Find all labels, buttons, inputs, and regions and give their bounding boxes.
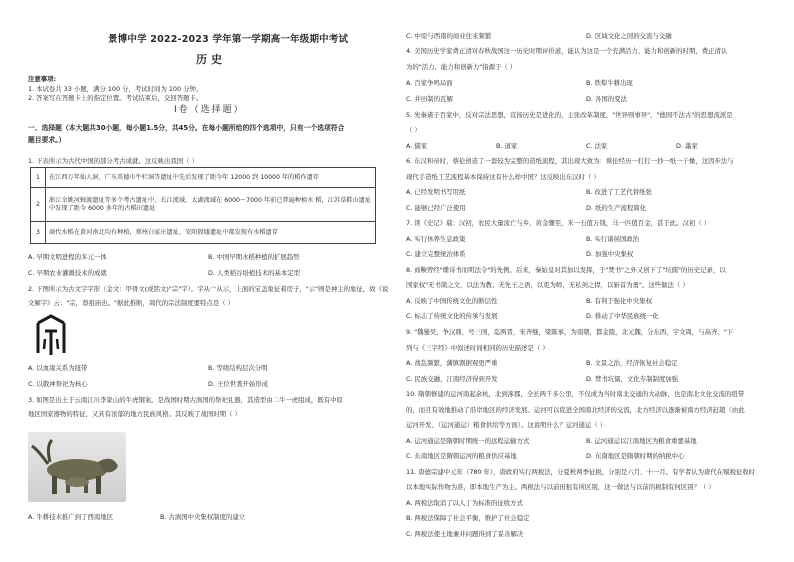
question-10-stem-cont: 运河开发、（运河通运）粮食供给等方面）。这说明什么？运河通运（ ） bbox=[406, 421, 607, 429]
question-9-stem: 9. "魏蜀吴，争汉鼎，号三国，迄两晋，宋齐继，梁陈承，为南朝，都金陵，北元魏，分东西，宇文周，与高齐。"下 bbox=[406, 328, 734, 336]
question-10-stem-cont: 的，而且有效地推动了沿岸地区的经济发展。运河可以促进全国南北经济的交流，北方经济以逐渐被南方经济赶超（由此 bbox=[406, 406, 745, 414]
option: A. 早期文明进程的多元一体 bbox=[28, 253, 107, 261]
table-cell: 2 bbox=[31, 188, 46, 222]
ancient-character-illustration bbox=[34, 313, 68, 359]
option: B. 中国早期水稻种植的扩展趋势 bbox=[208, 253, 300, 261]
table-cell: 3 bbox=[31, 222, 46, 244]
option: D. 加强中央集权 bbox=[586, 250, 634, 258]
table-cell-line: 浙江余姚河姆渡遗址等多个考古遗址中，长江流域、太湖流域在 6000～7000 年前已普遍种植水 稻，江苏草鞋山遗址 bbox=[49, 196, 372, 204]
question-1-stem: 1. 下表所示为古代中国的部分考古成就。这反映出我国（ ） bbox=[28, 157, 198, 165]
option: D. 推动了中华民族统一化 bbox=[586, 312, 659, 320]
section-one-instructions-cont: 题目要求。） bbox=[28, 136, 66, 144]
subject-title: 历史 bbox=[196, 53, 226, 66]
part-one-heading: Ⅰ卷（选择题） bbox=[174, 105, 245, 115]
table-cell: 在江西万年仙人洞、广东英德市牛栏洞等遗址中先后发现了距今年 12000 到 10000 年的稻作遗存 bbox=[46, 168, 376, 188]
option: B. 古滇国中央集权制度的建立 bbox=[160, 513, 246, 521]
question-3-stem-cont: 地区国家器物的特征，又具有浓郁的地方民族风格。其反映了战国时期（ ） bbox=[28, 410, 241, 418]
question-4-stem: 4. 美国历史学家费正清对春秋战国这一历史时期评价道，能认为这是一个充满活力、能力和创新的时期，费正清认 bbox=[406, 47, 728, 55]
option: A. 儒家 bbox=[406, 142, 428, 150]
option: A. 两税法取消了以人丁为标准的征收方式 bbox=[406, 499, 523, 507]
question-10-stem: 10. 隋朝修建的运河南起余杭，北到涿郡，全长两千多公里，不仅成为当时南北交通的大动脉，也是南北文化交流的纽带 bbox=[406, 390, 745, 398]
question-7-stem: 7. 读《史记》载：汉初，农民大量流亡与乡，黄金骤至，米一石值万钱，马一匹值百金，甚于此。汉初（ ） bbox=[406, 219, 711, 227]
option: C. 能够已经广泛使用 bbox=[406, 204, 466, 212]
option: A. 已经发明书写用纸 bbox=[406, 188, 466, 196]
table-cell: 商代水稻在黄河南北均有种植，郑州白家庄遗址、安阳殷墟遗址中都发现有水稻遗存 bbox=[46, 222, 376, 244]
option: D. 纸的生产流程简化 bbox=[586, 204, 647, 212]
note-item: 1. 本试卷共 33 小题，满分 100 分，考试时间为 100 分钟。 bbox=[28, 85, 203, 93]
question-11-stem-cont: 以本地实际作物为准，即本地生产为主。两税法与以前田租有所区别，这一做法与以前的税制有何区别？（ ） bbox=[406, 483, 715, 491]
option: B. 文景之治，经济恢复社会稳定 bbox=[586, 359, 678, 367]
option: C. 东南地区是隋朝运河的粮食供应基地 bbox=[406, 452, 517, 460]
option: B. 等级结构层次分明 bbox=[208, 364, 268, 372]
question-6-stem: 6. 东汉和帝时，蔡伦创造了一套较为完整的造纸流程，其出现大致为：蔡伦经历一打打一抄一纸一干燥，这因步法与 bbox=[406, 157, 734, 165]
option: C. 两税法使土地兼并问题得到了妥善解决 bbox=[406, 530, 524, 538]
option: C. 中原与西南的商业往来频繁 bbox=[406, 32, 492, 40]
option: B. 道家 bbox=[496, 142, 518, 150]
table-row bbox=[31, 168, 376, 188]
option: D. 各国的变法 bbox=[586, 95, 627, 103]
section-one-instructions: 一、选择题（本大题共30小题，每小题1.5分，共45分。在每小题所给的四个选项中，只有一个选项符合 bbox=[28, 124, 345, 132]
option: B. 两税法保障了社会平衡，维护了社会稳定 bbox=[406, 514, 530, 522]
bronze-artifact-icon bbox=[28, 432, 126, 502]
table-cell-line: 中发现了距今 6000 多年的古稻田遗址 bbox=[49, 204, 156, 212]
option: B. 有利于强化中央集权 bbox=[586, 297, 652, 305]
question-3-stem: 3. 如图是出土于云南江川李家山的牛虎铜案。是战国时期古滇国的祭祀礼器，其造型由二牛一虎组成，既有中原 bbox=[28, 396, 343, 404]
option: B. 运河通运以江南地区为粮食重要基地 bbox=[586, 437, 697, 445]
option: B. 改进了工艺代替纸张 bbox=[586, 188, 652, 196]
exam-title: 景博中学 2022-2023 学年第一学期高一年级期中考试 bbox=[108, 34, 349, 45]
table-cell: 1 bbox=[31, 168, 46, 188]
question-5-stem-cont: （ ） bbox=[406, 126, 421, 134]
option: B. 铁犁牛耕出现 bbox=[586, 79, 633, 87]
question-8-stem-cont: 国家权"无书简之文，以法为教；无先王之语，以吏为师，无私剑之捍，以斩首为勇"。这些做法（ ） bbox=[406, 281, 689, 289]
option: C. 井田制的瓦解 bbox=[406, 95, 453, 103]
option: A. 反映了中国传统文化的断层性 bbox=[406, 297, 498, 305]
option: A. 牛耕技术推广到了西南地区 bbox=[28, 513, 114, 521]
option: C. 建立完整统治体系 bbox=[406, 250, 466, 258]
option: C. 法家 bbox=[586, 142, 608, 150]
option: D. 焚书坑儒，文化专制制度加强 bbox=[586, 375, 679, 383]
option: C. 标志了传统文化的传承与发展 bbox=[406, 312, 498, 320]
table-row bbox=[31, 188, 376, 222]
option: D. 东南地区是隋朝时期的纳税中心 bbox=[586, 452, 685, 460]
question-2-stem: 2. 下图所示为古文字字形（金文：甲骨文(或铭文)"宗"字）。字从宀从示，上面的宝盖象征着房子，"示"则是神主的象征，故《说 bbox=[28, 285, 389, 293]
option: A. 运河通运是隋朝时期统一的远程运输方式 bbox=[406, 437, 530, 445]
option: A. 百家争鸣局面 bbox=[406, 79, 453, 87]
option: C. 民族交融，江南经济得到开发 bbox=[406, 375, 498, 383]
option: A. 战乱频繁，藩镇割据观更严重 bbox=[406, 359, 498, 367]
question-8-stem: 8. 商鞅曾经"燔诗书而明法令"的先例。后来，秦始皇对其加以发挥，于"焚书"之外又创下了"坑儒"的历史记录，以 bbox=[406, 266, 726, 274]
bronze-ox-tiger-table-photo bbox=[28, 432, 126, 502]
option: D. 区域文化之间的交流与交融 bbox=[586, 32, 672, 40]
table-row bbox=[31, 222, 376, 244]
option: C. 早期农业灌溉技术的成就 bbox=[28, 269, 107, 277]
option: A. 实行休养生息政策 bbox=[406, 235, 466, 243]
note-item: 2. 答案写在答题卡上的指定位置。考试结束后，交回答题卡。 bbox=[28, 94, 203, 102]
option: C. 以敬神祭祀为核心 bbox=[28, 380, 88, 388]
option: B. 实行诸侯国政治 bbox=[586, 235, 640, 243]
question-6-stem-cont: 现代手造纸工艺流程基本保持这有什么样中国？这反映出东汉时（ ） bbox=[406, 173, 600, 181]
question-11-stem: 11. 唐德宗建中元年（780 年），唐政府实行两税法，分夏秋两季征税，分别是六月、十一月。有学者认为唐代在赋税征收时 bbox=[406, 468, 756, 476]
question-9-stem-cont: 列与《三字经》中叙述时间相同的历史描述是（ ） bbox=[406, 344, 549, 352]
option: D. 人类稻谷培植技术的基本定型 bbox=[208, 269, 301, 277]
question-1-table bbox=[30, 167, 376, 244]
option: A. 以血缘关系为纽带 bbox=[28, 364, 88, 372]
question-4-stem-cont: 为的"活力、能力和创新力"指源于（ ） bbox=[406, 63, 517, 71]
notes-heading: 注意事项: bbox=[28, 75, 57, 83]
option: D. 王位世袭开始形成 bbox=[208, 380, 269, 388]
question-2-stem-cont: 文解字》云："宗，尊祖庙也。"据此推断，周代的宗法制度要特点是（ ） bbox=[28, 299, 235, 307]
option: D. 墨家 bbox=[676, 142, 698, 150]
table-cell bbox=[46, 188, 376, 222]
question-5-stem: 5. 先秦诸子百家中，反对宗法思想，宣扬历史是进化的，主张改革制度，"世异则事异"，"德国不法古"的思想流派是 bbox=[406, 111, 733, 119]
